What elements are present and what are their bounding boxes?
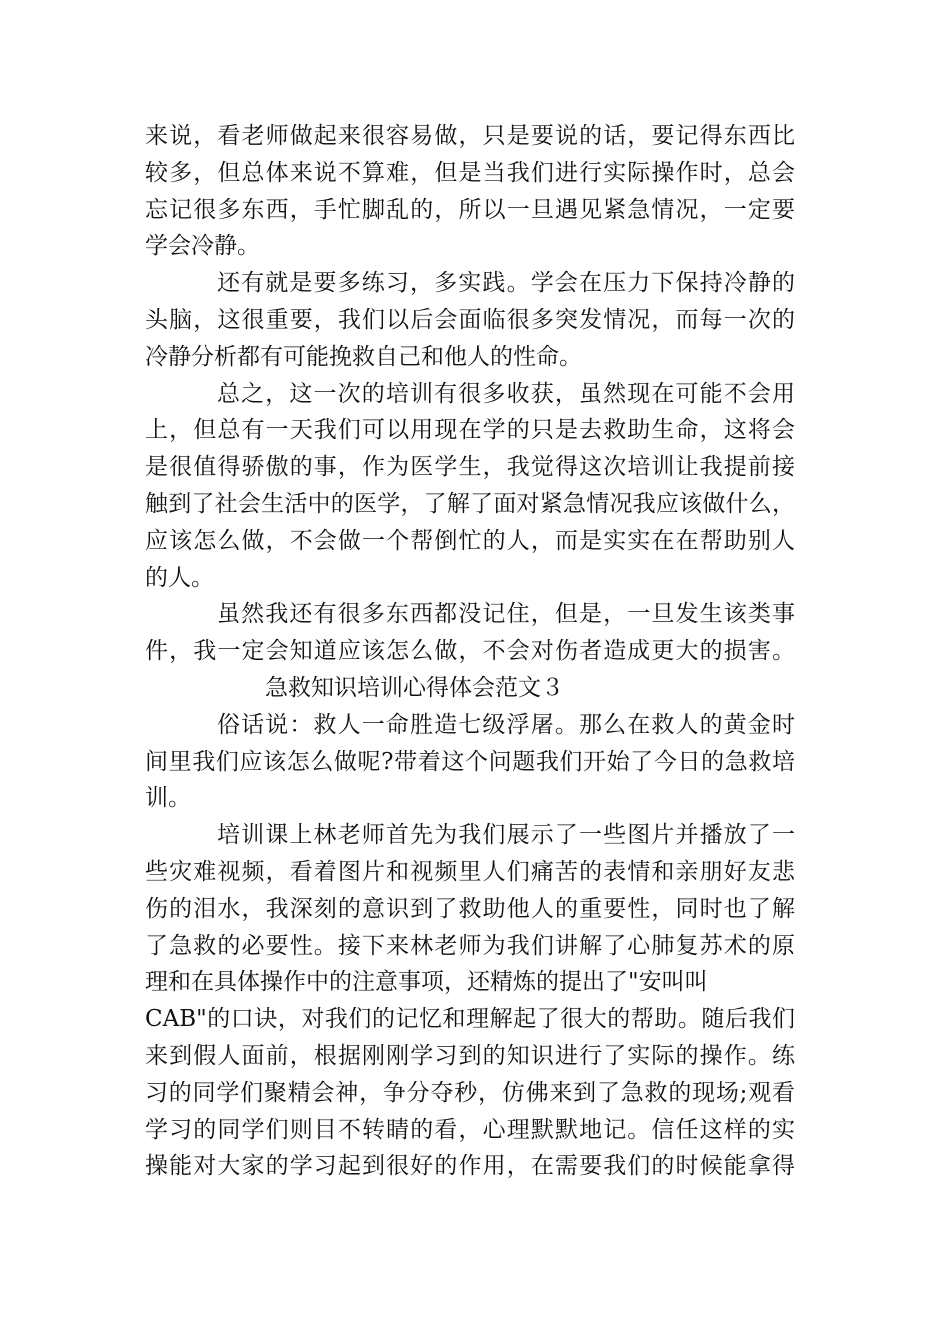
body-text: [145, 118, 795, 1185]
paragraph-first-line: 虽然我还有很多东西都没记住，但是，一旦发生该类事: [217, 601, 795, 628]
section-heading: 急救知识培训心得体会范文３: [265, 674, 564, 701]
text-line: CAB"的口诀，对我们的记忆和理解起了很大的帮助。随后我们: [145, 1006, 795, 1033]
text-line: 是很值得骄傲的事，作为医学生，我觉得这次培训让我提前接: [145, 454, 795, 481]
text-line: 触到了社会生活中的医学，了解了面对紧急情况我应该做什么，: [145, 490, 795, 517]
text-line: 较多，但总体来说不算难，但是当我们进行实际操作时，总会: [145, 159, 795, 186]
text-line: 些灾难视频，看着图片和视频里人们痛苦的表情和亲朋好友悲: [145, 858, 795, 885]
text-line: 来说，看老师做起来很容易做，只是要说的话，要记得东西比: [145, 123, 795, 149]
text-line: 学会冷静。: [145, 233, 260, 260]
paragraph-first-line: 总之，这一次的培训有很多收获，虽然现在可能不会用: [217, 380, 795, 407]
text-line: 来到假人面前，根据刚刚学习到的知识进行了实际的操作。练: [145, 1042, 795, 1069]
paragraph-first-line: 还有就是要多练习，多实践。学会在压力下保持冷静的: [217, 270, 795, 297]
text-line: 忘记很多东西，手忙脚乱的，所以一旦遇见紧急情况，一定要: [145, 196, 795, 223]
text-line: 的人。: [145, 564, 214, 591]
paragraph-first-line: 俗话说：救人一命胜造七级浮屠。那么在救人的黄金时: [217, 711, 795, 738]
text-line: 了急救的必要性。接下来林老师为我们讲解了心肺复苏术的原: [145, 932, 795, 959]
text-line: 习的同学们聚精会神，争分夺秒，仿佛来到了急救的现场;观看: [145, 1079, 795, 1106]
paragraph-first-line: 培训课上林老师首先为我们展示了一些图片并播放了一: [217, 822, 795, 849]
text-line: 操能对大家的学习起到很好的作用，在需要我们的时候能拿得: [145, 1153, 795, 1180]
text-line: 上，但总有一天我们可以用现在学的只是去救助生命，这将会: [145, 417, 795, 444]
text-line: 头脑，这很重要，我们以后会面临很多突发情况，而每一次的: [145, 306, 795, 333]
text-line: 伤的泪水，我深刻的意识到了救助他人的重要性，同时也了解: [145, 895, 795, 922]
text-line: 件，我一定会知道应该怎么做，不会对伤者造成更大的损害。: [145, 638, 795, 665]
text-line: 冷静分析都有可能挽救自己和他人的性命。: [145, 343, 582, 370]
text-line: 训。: [145, 785, 191, 812]
text-line: 学习的同学们则目不转睛的看，心理默默地记。信任这样的实: [145, 1116, 795, 1143]
text-line: 间里我们应该怎么做呢?带着这个问题我们开始了今日的急救培: [145, 748, 795, 775]
text-line: 理和在具体操作中的注意事项，还精炼的提出了"安叫叫: [145, 969, 708, 996]
text-line: 应该怎么做，不会做一个帮倒忙的人，而是实实在在帮助别人: [145, 527, 795, 554]
